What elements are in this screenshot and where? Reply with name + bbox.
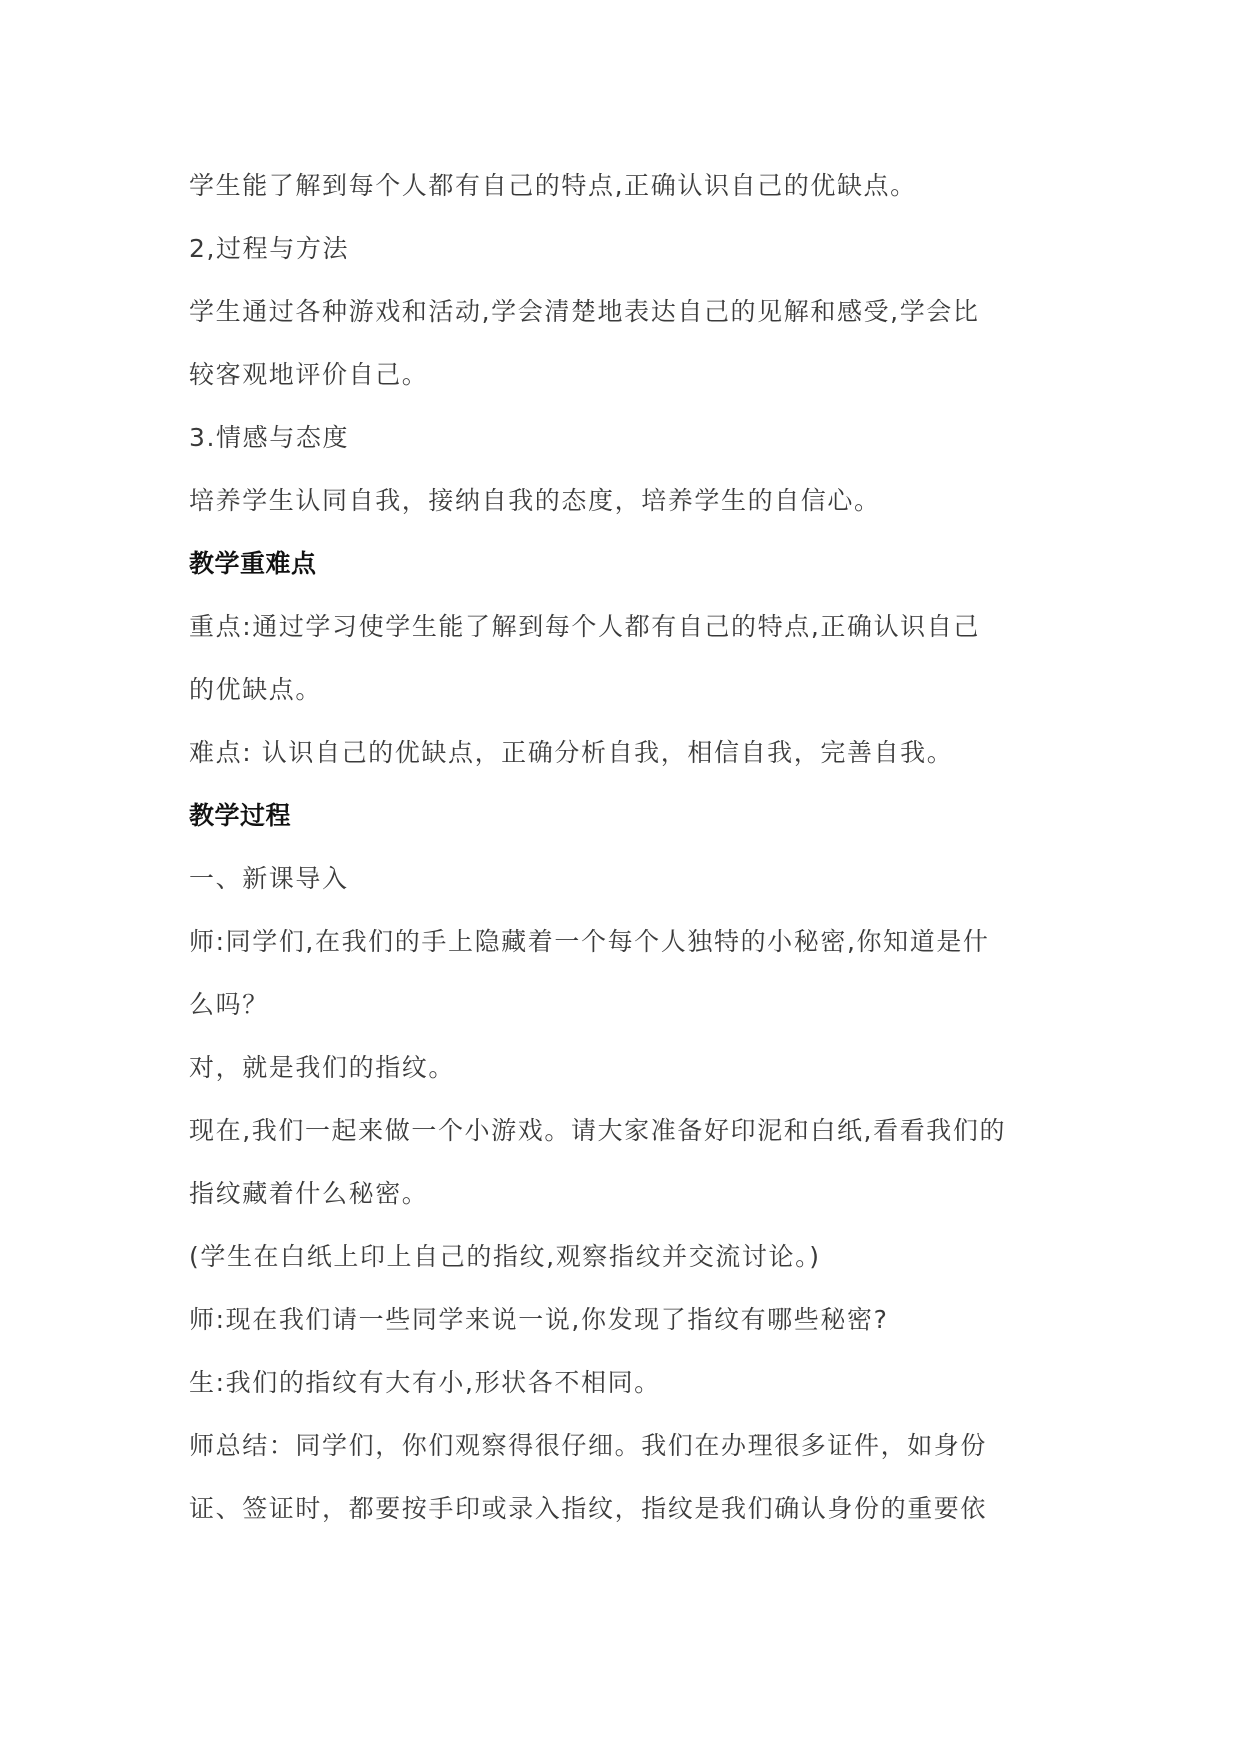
- objective-process-text-line-2: 较客观地评价自己。: [189, 360, 429, 389]
- teacher-summary-line-1: 师总结：同学们，你们观察得很仔细。我们在办理很多证件，如身份: [189, 1431, 988, 1460]
- intro-section-heading: 一、新课导入: [189, 864, 349, 893]
- fingerprint-answer: 对，就是我们的指纹。: [189, 1053, 456, 1082]
- objective-knowledge-text: 学生能了解到每个人都有自己的特点,正确认识自己的优缺点。: [189, 171, 917, 200]
- teacher-prompt: 师:现在我们请一些同学来说一说,你发现了指纹有哪些秘密?: [189, 1305, 889, 1334]
- key-point-text-line-1: 重点:通过学习使学生能了解到每个人都有自己的特点,正确认识自己: [189, 612, 980, 641]
- objective-process-text-line-1: 学生通过各种游戏和活动,学会清楚地表达自己的见解和感受,学会比: [189, 297, 980, 326]
- teacher-summary-line-2: 证、签证时，都要按手印或录入指纹，指纹是我们确认身份的重要依: [189, 1494, 988, 1523]
- teacher-question-line-1: 师:同学们,在我们的手上隐藏着一个每个人独特的小秘密,你知道是什: [189, 927, 990, 956]
- key-difficulties-heading: 教学重难点: [189, 549, 317, 578]
- teacher-question-line-2: 么吗？: [189, 990, 269, 1019]
- objective-emotion-heading: 3.情感与态度: [189, 423, 350, 452]
- game-instruction-line-2: 指纹藏着什么秘密。: [189, 1179, 429, 1208]
- student-response: 生:我们的指纹有大有小,形状各不相同。: [189, 1368, 661, 1397]
- student-activity-note: (学生在白纸上印上自己的指纹,观察指纹并交流讨论。): [189, 1242, 821, 1271]
- key-point-text-line-2: 的优缺点。: [189, 675, 323, 704]
- objective-process-heading: 2,过程与方法: [189, 234, 350, 263]
- teaching-process-heading: 教学过程: [189, 801, 292, 830]
- difficulty-text: 难点: 认识自己的优缺点，正确分析自我，相信自我，完善自我。: [189, 738, 954, 767]
- game-instruction-line-1: 现在,我们一起来做一个小游戏。请大家准备好印泥和白纸,看看我们的: [189, 1116, 1007, 1145]
- objective-emotion-text: 培养学生认同自我，接纳自我的态度，培养学生的自信心。: [189, 486, 881, 515]
